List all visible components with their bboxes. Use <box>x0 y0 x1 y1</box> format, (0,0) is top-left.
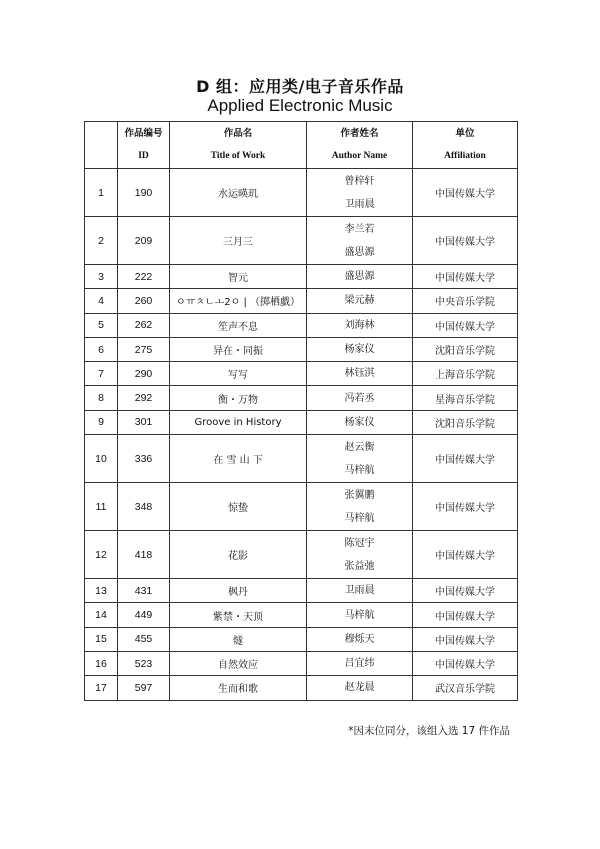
table-row <box>85 362 518 386</box>
header-affil-en: Affiliation <box>444 151 486 161</box>
header-id-en: ID <box>138 151 149 161</box>
table-row <box>85 651 518 675</box>
author-name: 马梓航 <box>344 609 375 621</box>
cell-no: 10 <box>85 435 118 483</box>
cell-no: 15 <box>85 627 118 651</box>
cell-id: 190 <box>118 169 170 217</box>
cell-title: 生而和歌 <box>170 676 307 700</box>
author-name: 穆烁天 <box>344 633 375 645</box>
cell-id: 301 <box>118 410 170 434</box>
cell-id: 523 <box>118 651 170 675</box>
author-name: 曾梓轩 <box>344 175 375 187</box>
author-name: 盛思源 <box>344 271 375 283</box>
cell-no: 13 <box>85 579 118 603</box>
author-name: 卫雨晨 <box>344 585 375 597</box>
table-row <box>85 483 518 531</box>
cell-no: 9 <box>85 410 118 434</box>
cell-no: 2 <box>85 217 118 265</box>
header-title-en: Title of Work <box>210 151 266 161</box>
author-name: 赵龙晨 <box>344 682 375 694</box>
cell-no: 16 <box>85 651 118 675</box>
cell-affiliation: 中国传媒大学 <box>413 603 518 627</box>
author-name: 杨家仪 <box>344 344 375 356</box>
cell-authors <box>307 579 413 603</box>
cell-id: 418 <box>118 531 170 579</box>
cell-affiliation: 中国传媒大学 <box>413 483 518 531</box>
cell-authors <box>307 313 413 337</box>
cell-affiliation: 中国传媒大学 <box>413 651 518 675</box>
cell-id: 431 <box>118 579 170 603</box>
cell-id: 449 <box>118 603 170 627</box>
table-row <box>85 531 518 579</box>
header-affil-cn: 单位 <box>455 128 475 139</box>
cell-id: 222 <box>118 265 170 289</box>
table-body <box>85 169 518 701</box>
cell-authors <box>307 265 413 289</box>
cell-affiliation: 中国传媒大学 <box>413 627 518 651</box>
page-title: D 组：应用类/电子音乐作品 <box>196 77 404 96</box>
cell-affiliation: 沈阳音乐学院 <box>413 410 518 434</box>
cell-title: 异在・同振 <box>170 337 307 361</box>
author-name: 杨家仪 <box>344 416 375 428</box>
cell-affiliation: 中央音乐学院 <box>413 289 518 313</box>
table-row <box>85 603 518 627</box>
cell-title: 写写 <box>170 362 307 386</box>
header-affiliation <box>413 122 518 169</box>
results-table <box>84 121 518 701</box>
cell-id: 336 <box>118 435 170 483</box>
cell-title: 在 雪 山 下 <box>170 435 307 483</box>
header-author-en: Author Name <box>331 151 388 161</box>
table-row <box>85 435 518 483</box>
cell-authors <box>307 627 413 651</box>
table-row <box>85 627 518 651</box>
cell-affiliation: 中国传媒大学 <box>413 217 518 265</box>
header-id-cn: 作品编号 <box>124 128 163 139</box>
author-name: 盛思源 <box>344 246 375 258</box>
cell-affiliation: 中国传媒大学 <box>413 435 518 483</box>
cell-affiliation: 中国传媒大学 <box>413 169 518 217</box>
cell-title: 自然效应 <box>170 651 307 675</box>
header-author <box>307 122 413 169</box>
cell-authors <box>307 410 413 434</box>
table-row <box>85 410 518 434</box>
author-name: 林钰淇 <box>344 368 375 380</box>
cell-title: Groove in History <box>170 410 307 434</box>
header-author-cn: 作者姓名 <box>340 128 379 139</box>
cell-affiliation: 沈阳音乐学院 <box>413 337 518 361</box>
cell-affiliation: 中国传媒大学 <box>413 313 518 337</box>
cell-id: 455 <box>118 627 170 651</box>
cell-no: 8 <box>85 386 118 410</box>
cell-id: 290 <box>118 362 170 386</box>
cell-authors <box>307 217 413 265</box>
header-no <box>85 122 118 169</box>
cell-id: 209 <box>118 217 170 265</box>
table-row <box>85 676 518 700</box>
table-row <box>85 337 518 361</box>
cell-title: 笙声不息 <box>170 313 307 337</box>
header-title-cn: 作品名 <box>223 128 253 139</box>
author-name: 陈冠宇 <box>344 537 375 549</box>
cell-id: 348 <box>118 483 170 531</box>
cell-authors <box>307 603 413 627</box>
cell-affiliation: 中国传媒大学 <box>413 531 518 579</box>
cell-no: 7 <box>85 362 118 386</box>
cell-authors <box>307 676 413 700</box>
table-row <box>85 217 518 265</box>
author-name: 马梓航 <box>344 464 375 476</box>
cell-authors <box>307 362 413 386</box>
table-header-row <box>85 122 518 169</box>
table-row <box>85 169 518 217</box>
cell-title: 智元 <box>170 265 307 289</box>
cell-no: 14 <box>85 603 118 627</box>
author-name: 梁元赫 <box>344 295 375 307</box>
table-row <box>85 265 518 289</box>
cell-no: 6 <box>85 337 118 361</box>
cell-authors <box>307 435 413 483</box>
table-row <box>85 313 518 337</box>
cell-authors <box>307 169 413 217</box>
cell-title: 燧 <box>170 627 307 651</box>
header-title <box>170 122 307 169</box>
cell-no: 4 <box>85 289 118 313</box>
cell-authors <box>307 386 413 410</box>
cell-authors <box>307 651 413 675</box>
cell-title: 水运暎玑 <box>170 169 307 217</box>
cell-id: 292 <box>118 386 170 410</box>
author-name: 张翼鹏 <box>344 489 375 501</box>
table-row <box>85 579 518 603</box>
author-name: 刘海林 <box>344 319 375 331</box>
author-name: 赵云衡 <box>344 441 375 453</box>
author-name: 马梓航 <box>344 512 375 524</box>
cell-title: 花影 <box>170 531 307 579</box>
page-subtitle: Applied Electronic Music <box>207 96 393 115</box>
cell-affiliation: 中国传媒大学 <box>413 265 518 289</box>
header-id <box>118 122 170 169</box>
cell-title: 三月三 <box>170 217 307 265</box>
cell-title: 惊蛰 <box>170 483 307 531</box>
footnote: *因末位同分，该组入选 17 件作品 <box>348 725 510 737</box>
table-row <box>85 386 518 410</box>
cell-no: 5 <box>85 313 118 337</box>
cell-no: 12 <box>85 531 118 579</box>
cell-authors <box>307 337 413 361</box>
cell-id: 262 <box>118 313 170 337</box>
cell-authors <box>307 289 413 313</box>
table-row <box>85 289 518 313</box>
cell-affiliation: 中国传媒大学 <box>413 579 518 603</box>
cell-no: 17 <box>85 676 118 700</box>
author-name: 卫雨晨 <box>344 198 375 210</box>
cell-title: 紫禁・天顶 <box>170 603 307 627</box>
cell-authors <box>307 483 413 531</box>
author-name: 张益弛 <box>344 560 375 572</box>
author-name: 李兰若 <box>344 223 375 235</box>
cell-id: 260 <box>118 289 170 313</box>
author-name: 吕宜纬 <box>344 658 375 670</box>
cell-affiliation: 上海音乐学院 <box>413 362 518 386</box>
cell-affiliation: 星海音乐学院 <box>413 386 518 410</box>
cell-title: ㅇㅠㅊㄴㅗ2ㅇ | （掷栖戱） <box>170 289 307 313</box>
cell-no: 11 <box>85 483 118 531</box>
cell-no: 1 <box>85 169 118 217</box>
cell-affiliation: 武汉音乐学院 <box>413 676 518 700</box>
cell-authors <box>307 531 413 579</box>
cell-id: 597 <box>118 676 170 700</box>
cell-title: 衡・万物 <box>170 386 307 410</box>
author-name: 冯若丞 <box>344 392 375 404</box>
cell-title: 枫丹 <box>170 579 307 603</box>
cell-no: 3 <box>85 265 118 289</box>
cell-id: 275 <box>118 337 170 361</box>
